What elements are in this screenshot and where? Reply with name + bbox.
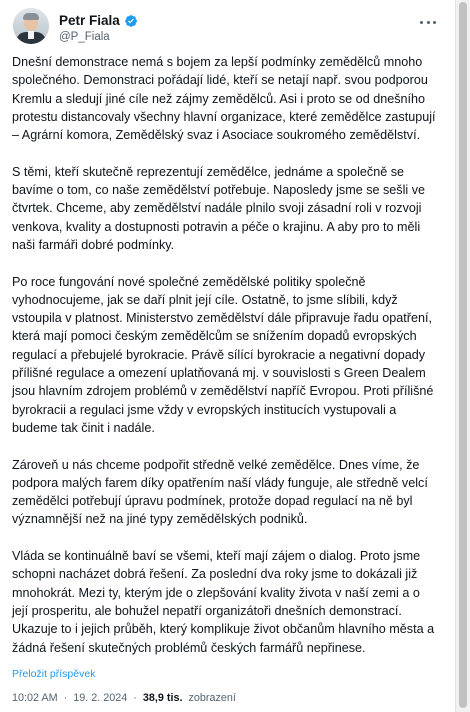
avatar[interactable] — [13, 8, 49, 44]
meta-separator: · — [133, 692, 137, 704]
tweet-paragraph: S těmi, kteří skutečně reprezentují zemědělce, jednáme a společně se bavíme o tom, co naše zemědělství potřebuje. Naposledy jsme se sešli ve čtvrtek. Chceme, aby zemědělství nadále plnilo svoji zásadní roli v rozvoji venkova, kvality a dostupnosti potravin a péče o krajinu. A aby pro to měli naši farmáři dobré podmínky. — [12, 164, 425, 252]
tweet-meta — [12, 692, 236, 704]
post-date[interactable]: 19. 2. 2024 — [73, 692, 128, 704]
tweet-text — [12, 53, 437, 657]
views-count: 38,9 tis. — [142, 692, 183, 704]
more-options-icon[interactable] — [419, 14, 437, 30]
post-time[interactable]: 10:02 AM — [12, 692, 58, 704]
views-label: zobrazení — [188, 692, 236, 704]
tweet-header — [12, 0, 441, 52]
tweet-paragraph: Vláda se kontinuálně baví se všemi, kteří mají zájem o dialog. Proto jsme schopni nacházet dobrá řešení. Za poslední dva roky jsme to dokázali již mnohokrát. Mezi ty, kterým jde o zlepšování kvality života v naší zemi a o její prosperitu, ale bohužel nepatří organizátoři dnešních demonstrací. Ukazuje to i jejich průběh, který komplikuje život občanům hlavního města a žádná řešení skutečných problémů českých farmářů nepřinese. — [12, 549, 435, 655]
tweet-paragraph: Dnešní demonstrace nemá s bojem za lepší podmínky zemědělců mnoho společného. Demonstraci pořádají lidé, kteří se netají např. svou podporou Kremlu a sledují jiné cíle než zájmy zemědělců. Asi i proto se od dnešního protestu distancovaly všechny hlavní organizace, které zemědělce zastupují – Agrární komora, Zemědělský svaz i Asociace soukromého zemědělství. — [12, 55, 436, 143]
scrollbar-thumb[interactable] — [459, 2, 467, 708]
meta-separator: · — [63, 692, 68, 704]
author-handle[interactable]: @P_Fiala — [59, 31, 110, 43]
translate-post-link[interactable]: Přeložit příspěvek — [12, 668, 96, 680]
tweet-paragraph: Zároveň u nás chceme podpořit středně velké zemědělce. Dnes víme, že podpora malých farem díky opatřením naší vlády funguje, ale středně velcí zemědělci potřebují úpravu podmínek, protože dopad regulací na ně byl významnější než na jiné typy zemědělských podniků. — [12, 457, 428, 527]
tweet-paragraph: Po roce fungování nové společné zemědělské politiky společně vyhodnocujeme, jak se daří plnit její cíle. Ostatně, to jsme slíbili, když vstoupila v platnost. Ministerstvo zemědělství dále připravuje řadu opatření, která mají pomoci českým zemědělcům se snížením dopadů evropských regulací a přebujelé byrokracie. Právě sílící byrokracie a negativní dopady přílišné regulace a omezení uplatňovaná mj. v souvislosti s Green Dealem jsou hlavním zdrojem problémů v zemědělství napříč Evropou. Proti přílišné byrokracii a regulaci jsme vždy v evropských institucích vystupovali a budeme tak činit i nadále. — [12, 274, 434, 435]
verified-badge-icon — [124, 14, 138, 28]
scrollbar[interactable] — [455, 0, 470, 712]
author-name[interactable]: Petr Fiala — [59, 13, 120, 28]
author-name-row[interactable] — [59, 13, 138, 28]
